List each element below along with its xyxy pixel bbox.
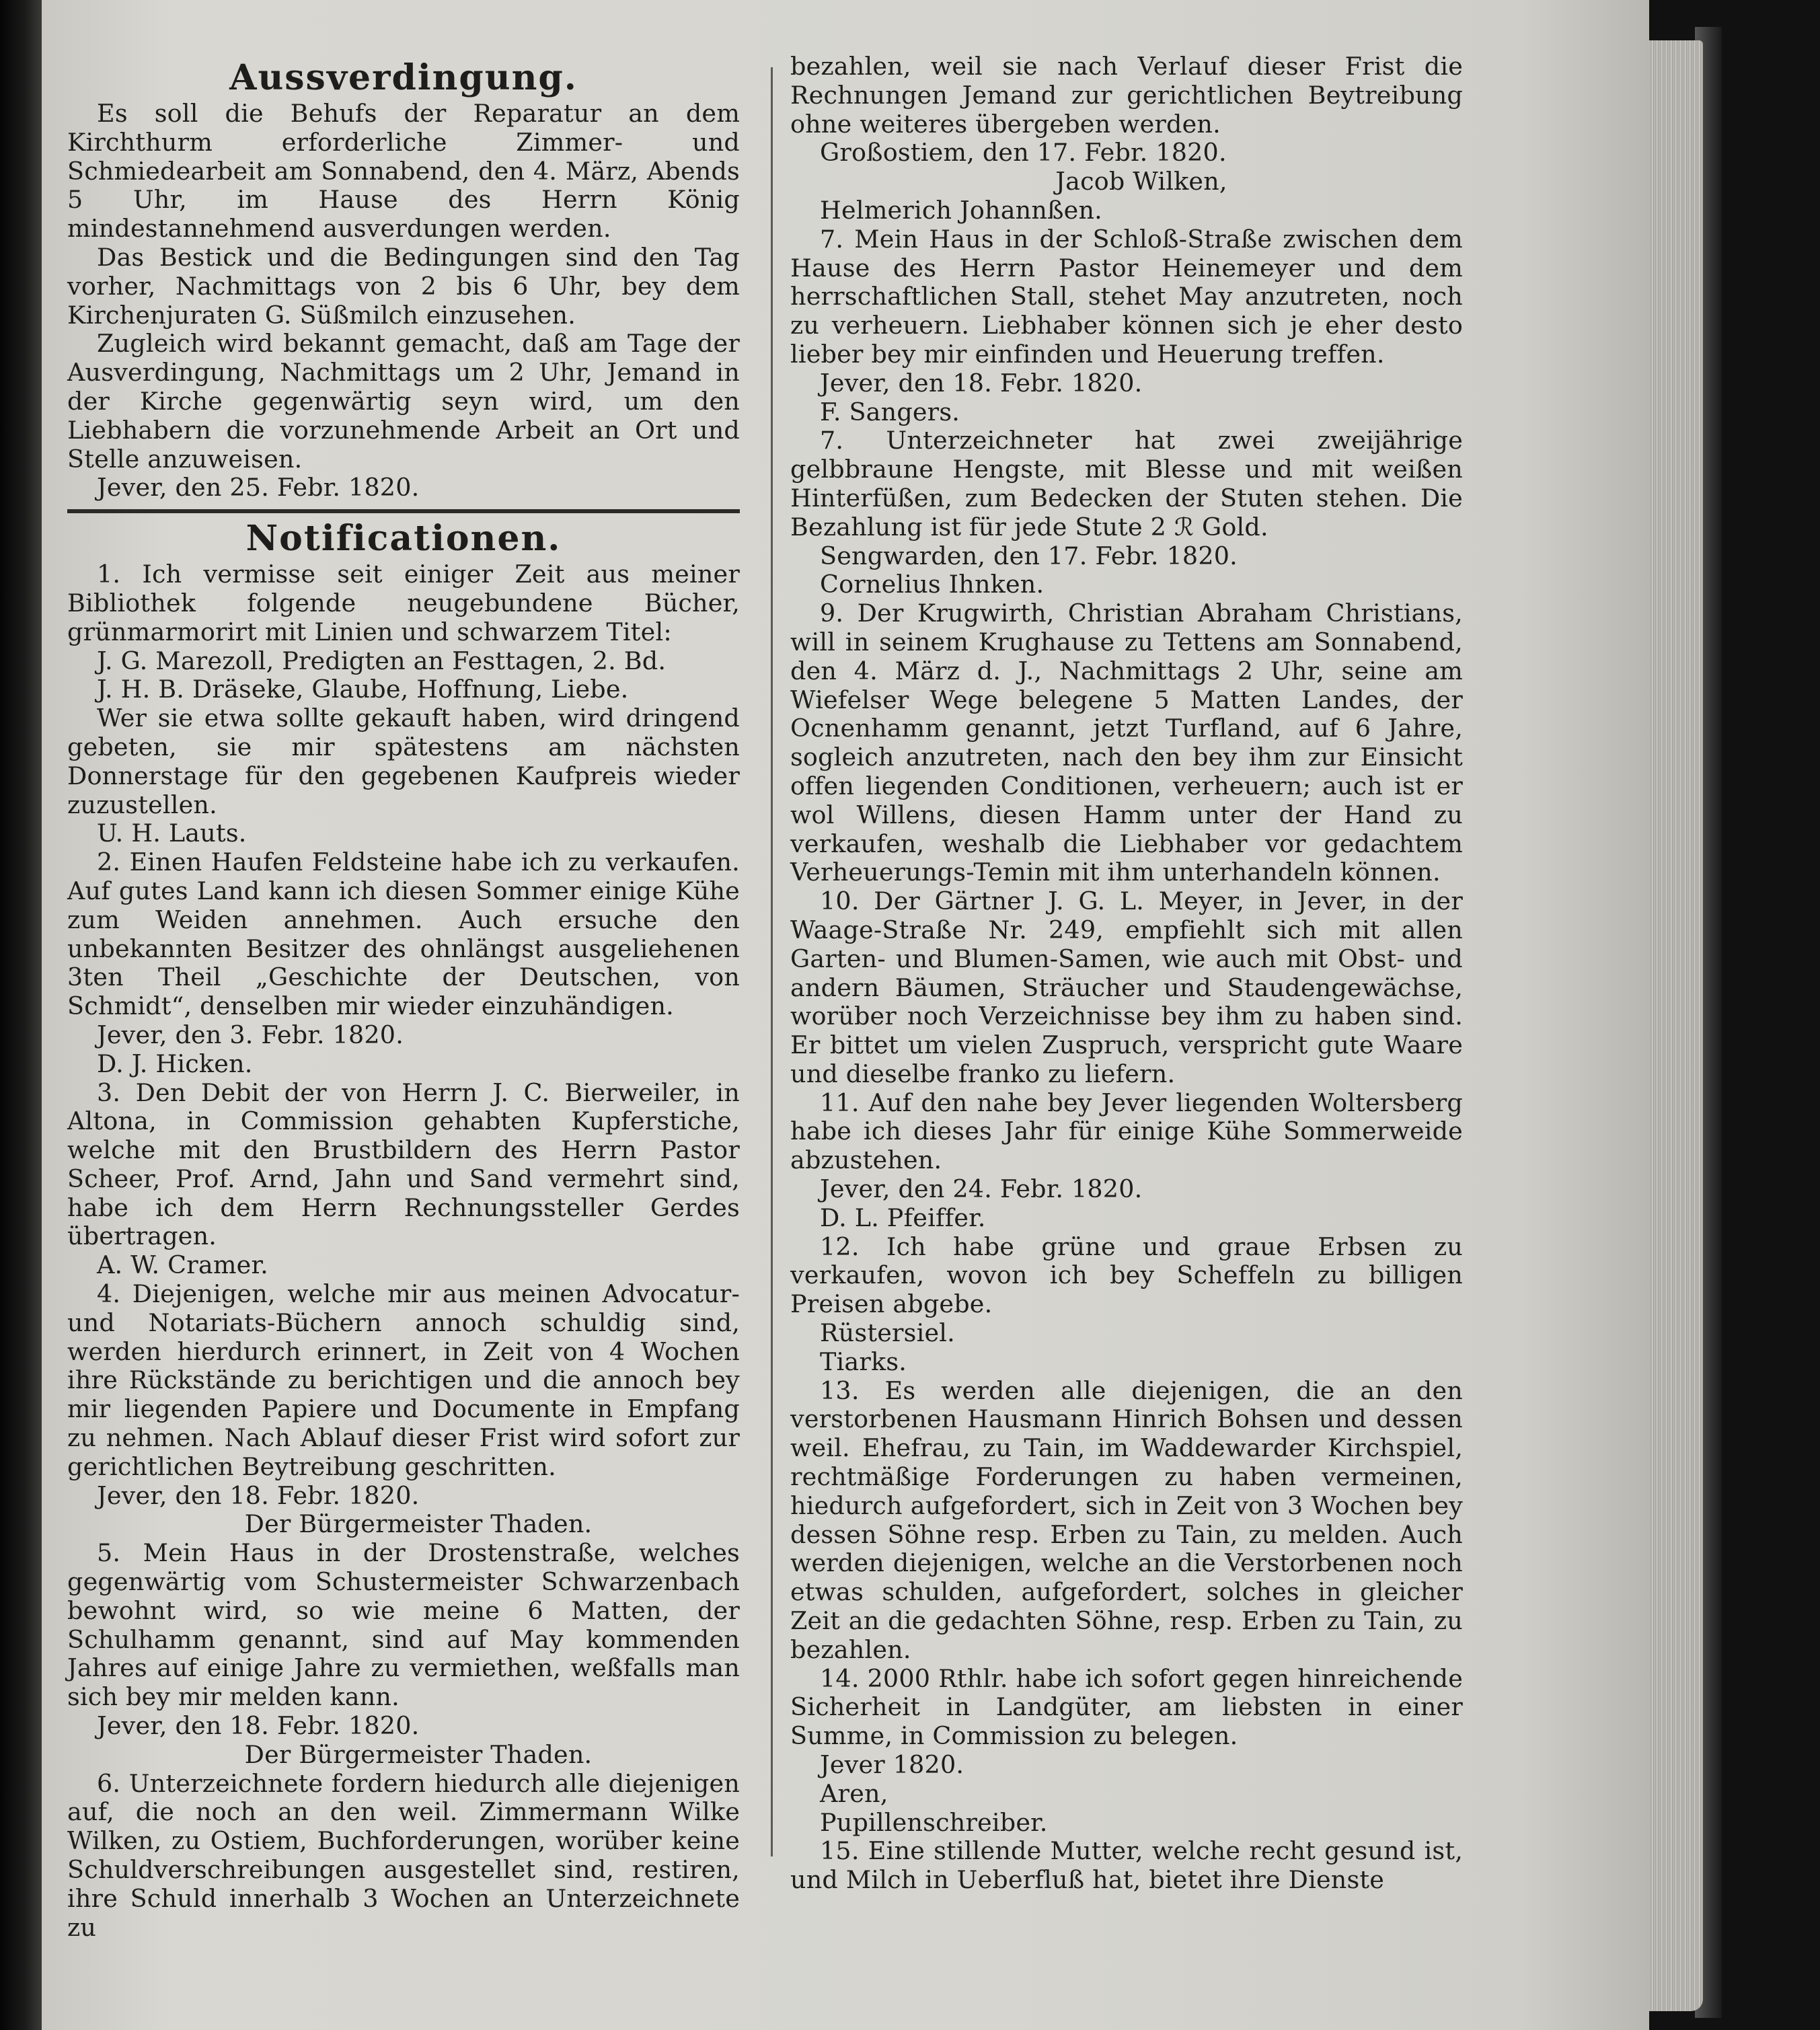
- notice-2-place-date: Jever, den 3. Febr. 1820.: [97, 1020, 404, 1049]
- column-divider: [771, 67, 773, 1856]
- notice-7b-place-date: Sengwarden, den 17. Febr. 1820.: [820, 541, 1238, 570]
- notice-5-text: 5. Mein Haus in der Drostenstraße, welches gegenwärtig vom Schustermeister Schwarzenbach bewohnt wird, so wie meine 6 Matten, der Schulhamm genannt, sind auf May kommenden Jahres auf einige Jahre zu vermiethen, weßfalls man sich bey mir melden kann.: [67, 1538, 740, 1712]
- notice-6-text-start: 6. Unterzeichnete fordern hiedurch alle diejenigen auf, die noch an den weil. Zimmermann Wilke Wilken, zu Ostiem, Buchforderungen, worüber keine Schuldverschreibungen ausgestellet sind, restiren, ihre Schuld innerhalb 3 Wochen an Unterzeichnete zu: [67, 1768, 740, 1942]
- heading-notificationen: Notificationen.: [245, 518, 562, 560]
- section-rule: [67, 509, 740, 513]
- notice-3-signature: A. W. Cramer.: [97, 1250, 268, 1280]
- notice-7a-signature: F. Sangers.: [820, 397, 960, 426]
- ausverdingung-paragraph-3: Zugleich wird bekannt gemacht, daß am Tage der Ausverdingung, Nachmittags um 2 Uhr, Jemand in der Kirche gegenwärtig seyn wird, um den Liebhabern die vorzunehmende Arbeit an Ort und Stelle anzuweisen.: [67, 329, 740, 474]
- ausverdingung-paragraph-1: Es soll die Behufs der Reparatur an dem Kirchthurm erforderliche Zimmer- und Schmiedearbeit am Sonnabend, den 4. März, Abends 5 Uhr, im Hause des Herrn König mindestannehmend ausverdungen werden.: [67, 99, 740, 243]
- notice-5-place-date: Jever, den 18. Febr. 1820.: [97, 1711, 420, 1741]
- notice-11-place-date: Jever, den 24. Febr. 1820.: [820, 1174, 1143, 1204]
- book-gutter: [0, 0, 42, 2030]
- ausverdingung-place-date: Jever, den 25. Febr. 1820.: [97, 473, 420, 502]
- notice-2-signature: D. J. Hicken.: [97, 1049, 253, 1078]
- notice-1-book-2: J. H. B. Dräseke, Glaube, Hoffnung, Liebe.: [97, 675, 629, 704]
- notice-14-place-date: Jever 1820.: [820, 1750, 964, 1780]
- notice-11-signature: D. L. Pfeiffer.: [820, 1203, 986, 1232]
- notice-13-text: 13. Es werden alle diejenigen, die an den verstorbenen Hausmann Hinrich Bohsen und dessen weil. Ehefrau, zu Tain, im Waddewarder Kirchspiel, rechtmäßige Forderungen zu haben vermeinen, hiedurch aufgefordert, sich in Zeit von 3 Wochen bey dessen Söhne resp. Erben zu Tain, zu melden. Auch werden diejenigen, welche an die Verstorbenen noch etwas schulden, aufgefordert, solches in gleicher Zeit an die gedachten Söhne, resp. Erben zu Tain, zu bezahlen.: [790, 1376, 1463, 1664]
- notice-10-text: 10. Der Gärtner J. G. L. Meyer, in Jever, in der Waage-Straße Nr. 249, empfiehlt sich mit allen Garten- und Blumen-Samen, wie auch mit Obst- und andern Bäumen, Sträucher und Staudengewächse, worüber noch Verzeichnisse bey ihm zu haben sind. Er bittet um vielen Zuspruch, verspricht gute Waare und dieselbe franko zu liefern.: [790, 887, 1463, 1088]
- notice-4-signature: Der Bürgermeister Thaden.: [244, 1509, 593, 1539]
- left-column: [67, 54, 740, 1942]
- notice-1-text: 1. Ich vermisse seit einiger Zeit aus meiner Bibliothek folgende neugebundene Bücher, grünmarmorirt mit Linien und schwarzem Titel:: [67, 560, 740, 646]
- notice-12-text: 12. Ich habe grüne und graue Erbsen zu verkaufen, wovon ich bey Scheffeln zu billigen Preisen abgebe.: [790, 1232, 1463, 1319]
- notice-14-signature-2: Pupillenschreiber.: [820, 1807, 1048, 1837]
- notice-4-text: 4. Diejenigen, welche mir aus meinen Advocatur- und Notariats-Büchern annoch schuldig sind, werden hierdurch erinnert, in Zeit von 4 Wochen ihre Rückstände zu berichtigen und die annoch bey mir liegenden Papiere und Documente in Empfang zu nehmen. Nach Ablauf dieser Frist wird sofort zur gerichtlichen Beytreibung geschritten.: [67, 1279, 740, 1481]
- notice-15-text-start: 15. Eine stillende Mutter, welche recht gesund ist, und Milch in Ueberfluß hat, bietet ihre Dienste: [790, 1836, 1463, 1895]
- notice-6-signature-2: Helmerich Johannßen.: [820, 195, 1102, 225]
- notice-6-text-end: bezahlen, weil sie nach Verlauf dieser Frist die Rechnungen Jemand zur gerichtlichen Beytreibung ohne weiteres übergeben werden.: [790, 52, 1463, 139]
- ausverdingung-paragraph-2: Das Bestick und die Bedingungen sind den Tag vorher, Nachmittags von 2 bis 6 Uhr, bey dem Kirchenjuraten G. Süßmilch einzusehen.: [67, 242, 740, 330]
- notice-7a-text: 7. Mein Haus in der Schloß-Straße zwischen dem Hause des Herrn Pastor Heinemeyer und dem herrschaftlichen Stall, stehet May anzutreten, noch zu verheuern. Liebhaber können sich je eher desto lieber bey mir einfinden und Heuerung treffen.: [790, 224, 1463, 369]
- notice-4-place-date: Jever, den 18. Febr. 1820.: [97, 1480, 420, 1510]
- notice-1-request: Wer sie etwa sollte gekauft haben, wird dringend gebeten, sie mir spätestens am nächsten Donnerstage für den gegebenen Kaufpreis wieder zuzustellen.: [67, 704, 740, 819]
- notice-1-book-1: J. G. Marezoll, Predigten an Festtagen, 2. Bd.: [97, 646, 667, 675]
- notice-2-text: 2. Einen Haufen Feldsteine habe ich zu verkaufen. Auf gutes Land kann ich diesen Sommer einige Kühe zum Weiden annehmen. Auch ersuche den unbekannten Besitzer des ohnlängst ausgeliehenen 3ten Theil „Geschichte der Deutschen, von Schmidt“, denselben mir wieder einzuhändigen.: [67, 848, 740, 1021]
- notice-7b-text: 7. Unterzeichneter hat zwei zweijährige gelbbraune Hengste, mit Blesse und mit weißen Hinterfüßen, zum Bedecken der Stuten stehen. Die Bezahlung ist für jede Stute 2 ℛ Gold.: [790, 426, 1463, 541]
- notice-1-signature: U. H. Lauts.: [97, 819, 247, 848]
- notice-5-signature: Der Bürgermeister Thaden.: [244, 1739, 593, 1769]
- notice-14-signature-1: Aren,: [820, 1778, 888, 1808]
- notice-11-text: 11. Auf den nahe bey Jever liegenden Woltersberg habe ich dieses Jahr für einige Kühe Sommerweide abzustehen.: [790, 1088, 1463, 1175]
- notice-6-signature-1: Jacob Wilken,: [1055, 167, 1227, 196]
- notice-6-place-date: Großostiem, den 17. Febr. 1820.: [820, 138, 1227, 167]
- right-column: [790, 52, 1463, 1895]
- notice-7b-signature: Cornelius Ihnken.: [820, 570, 1045, 599]
- stacked-page-edges: [1649, 40, 1703, 2011]
- notice-7a-place-date: Jever, den 18. Febr. 1820.: [820, 368, 1143, 398]
- notice-12-place: Rüstersiel.: [820, 1318, 955, 1348]
- notice-3-text: 3. Den Debit der von Herrn J. C. Bierweiler, in Altona, in Commission gehabten Kupferstiche, welche mit den Brustbildern des Herrn Pastor Scheer, Prof. Arnd, Jahn und Sand vermehrt sind, habe ich dem Herrn Rechnungssteller Gerdes übertragen.: [67, 1078, 740, 1251]
- notice-9-text: 9. Der Krugwirth, Christian Abraham Christians, will in seinem Krughause zu Tettens am Sonnabend, den 4. März d. J., Nachmittags 2 Uhr, seine am Wiefelser Wege belegene 5 Matten Landes, der Ocnenhamm genannt, jetzt Turfland, auf 6 Jahre, sogleich anzutreten, nach den bey ihm zur Einsicht offen liegenden Conditionen, verheuern; auch ist er wol Willens, diesen Hamm unter der Hand zu verkaufen, weshalb die Liebhaber vor gedachtem Verheuerungs-Temin mit ihm unterhandeln können.: [790, 599, 1463, 887]
- notice-14-text: 14. 2000 Rthlr. habe ich sofort gegen hinreichende Sicherheit in Landgüter, am liebsten in einer Summe, in Commission zu belegen.: [790, 1663, 1463, 1751]
- heading-ausverdingung: Aussverdingung.: [229, 57, 578, 98]
- notice-12-signature: Tiarks.: [820, 1347, 907, 1376]
